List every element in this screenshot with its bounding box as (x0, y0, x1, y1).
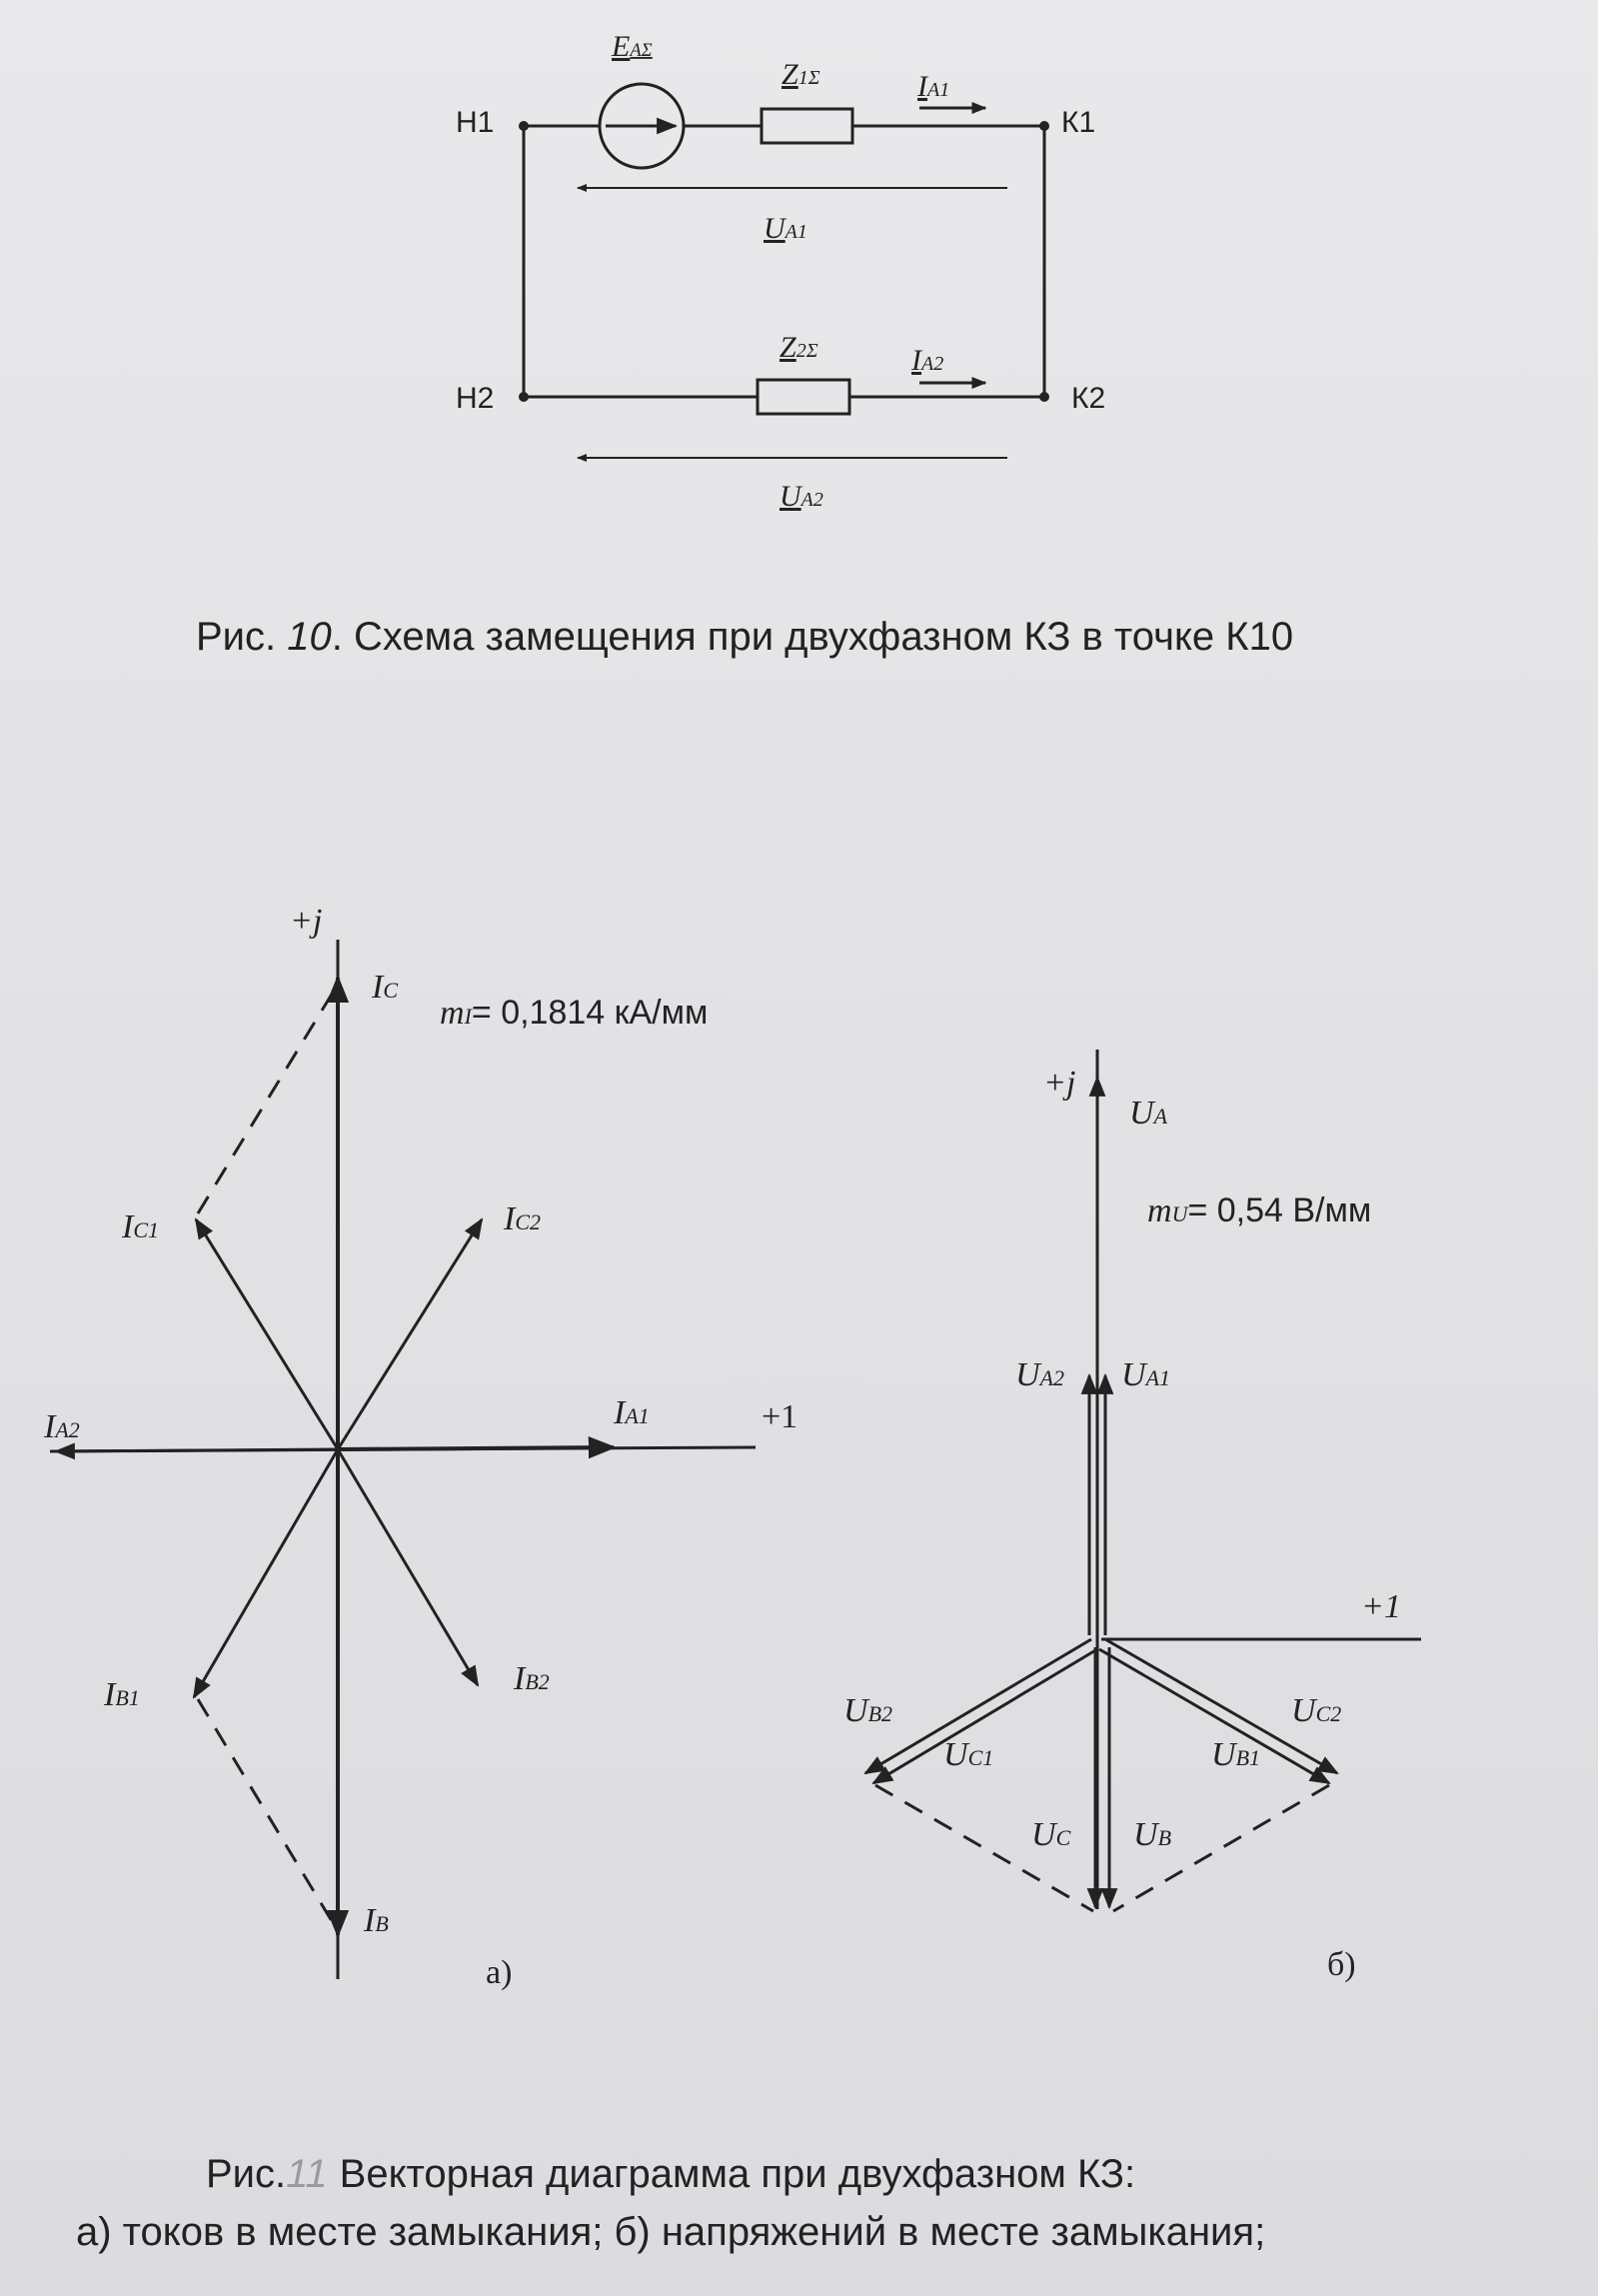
z2-label: Z2Σ (780, 331, 818, 364)
vector-caption-line2: а) токов в месте замыкания; б) напряжений в месте замыкания; (76, 2210, 1266, 2254)
current-axis-real-label: +1 (762, 1398, 799, 1435)
node-label-h1: Н1 (456, 106, 495, 139)
node-label-k2: К2 (1071, 382, 1106, 415)
ua2-label: UA2 (780, 480, 823, 513)
vector-ia1 (338, 1447, 614, 1449)
z1-label: Z1Σ (782, 58, 820, 91)
dashed-ic-construction (198, 988, 336, 1213)
vector-ic1 (196, 1219, 338, 1449)
label-uc2: UC2 (1291, 1692, 1342, 1729)
label-ic2: IC2 (504, 1200, 542, 1237)
node-dot-h2 (519, 392, 529, 402)
dashed-ib-construction (198, 1699, 332, 1921)
label-ib: IB (364, 1902, 389, 1939)
label-ib2: IB2 (514, 1660, 550, 1697)
label-ub2: UB2 (843, 1692, 893, 1729)
panel-label-a: а) (486, 1954, 513, 1991)
vector-ia2 (56, 1449, 338, 1451)
vector-ic2 (338, 1219, 482, 1449)
label-ib1: IB1 (104, 1676, 140, 1713)
ia2-label: IA2 (911, 344, 944, 377)
equivalent-circuit (524, 84, 1044, 458)
voltage-axis-real-label: +1 (1361, 1588, 1401, 1625)
label-ua1: UA1 (1121, 1356, 1171, 1393)
node-label-k1: К1 (1061, 106, 1096, 139)
source-label: EAΣ (612, 30, 653, 63)
label-ub1: UB1 (1211, 1736, 1261, 1773)
label-ub: UB (1133, 1816, 1172, 1853)
label-uc1: UC1 (943, 1736, 994, 1773)
voltage-axis-j-label: +j (1043, 1065, 1076, 1102)
label-ic1: IC1 (122, 1208, 160, 1245)
label-ic: IC (372, 969, 399, 1006)
vector-ib2 (338, 1449, 478, 1685)
ia1-label: IA1 (917, 70, 950, 103)
ua1-label: UA1 (764, 212, 807, 245)
current-axis-j-label: +j (290, 903, 323, 940)
panel-label-b: б) (1327, 1946, 1356, 1983)
impedance-z2-symbol (758, 380, 849, 414)
current-vector-diagram (50, 940, 756, 1979)
label-ua: UA (1129, 1095, 1168, 1132)
vector-caption-line1: Рис.11 Векторная диаграмма при двухфазном КЗ: (206, 2152, 1136, 2196)
label-ua2: UA2 (1015, 1356, 1065, 1393)
voltage-vector-diagram (865, 1050, 1421, 1911)
label-uc: UC (1031, 1816, 1071, 1853)
voltage-scale: mU= 0,54 В/мм (1147, 1191, 1372, 1229)
label-ia1: IA1 (614, 1394, 650, 1431)
node-dot-k1 (1039, 121, 1049, 131)
vector-ib1 (194, 1449, 338, 1697)
node-dot-k2 (1039, 392, 1049, 402)
circuit-caption: Рис. 10. Схема замещения при двухфазном КЗ в точке К10 (196, 615, 1294, 659)
impedance-z1-symbol (762, 109, 852, 143)
node-dot-h1 (519, 121, 529, 131)
current-scale: mI= 0,1814 кА/мм (440, 994, 709, 1032)
node-label-h2: Н2 (456, 382, 495, 415)
label-ia2: IA2 (44, 1408, 80, 1445)
